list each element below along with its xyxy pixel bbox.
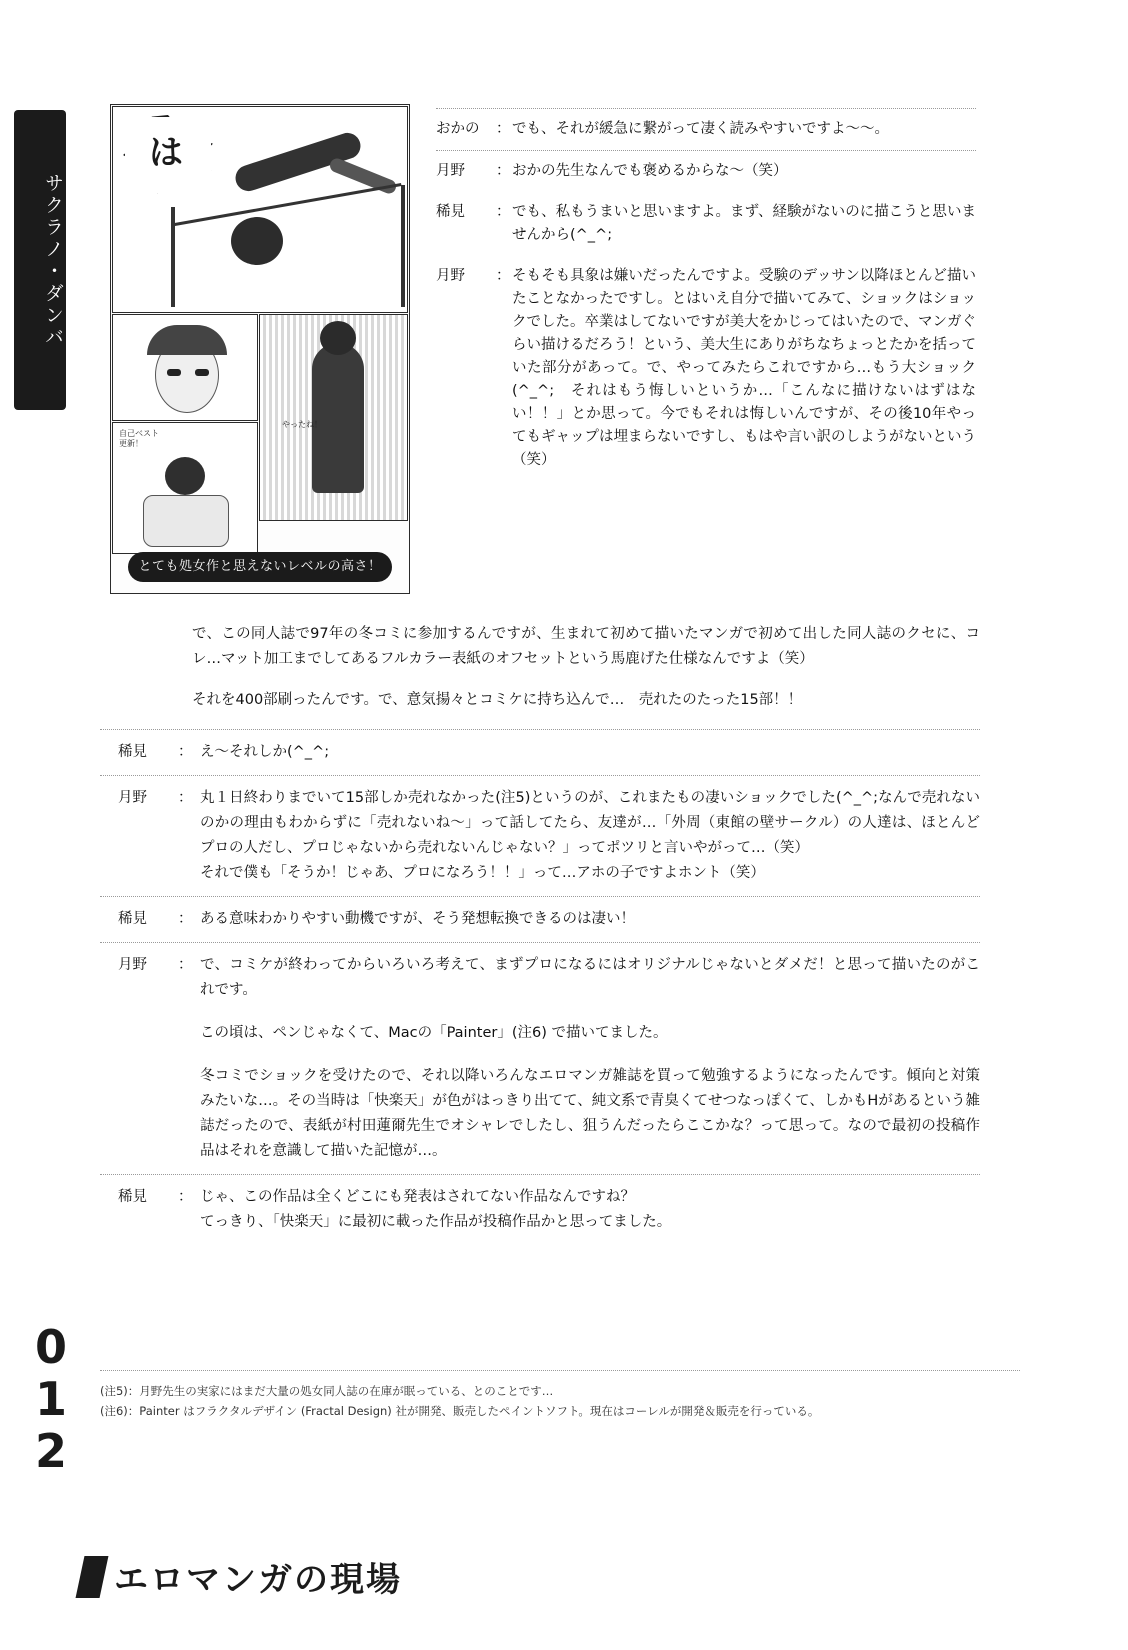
body-column xyxy=(100,622,980,1245)
footnote-item: (注5)：月野先生の実家にはまだ大量の処女同人誌の在庫が眠っている、とのことです… xyxy=(100,1384,554,1398)
standing-figure-head xyxy=(320,321,356,355)
speech-text: おかの先生なんでも褒めるからな〜（笑） xyxy=(512,163,788,179)
dialogue-entry xyxy=(436,192,976,256)
mini-note-0: 自己ベスト更新！ xyxy=(119,429,159,448)
manga-panel-bot-left xyxy=(112,422,258,554)
speaker-colon: ： xyxy=(178,1189,193,1205)
banner-bar-decoration xyxy=(76,1556,109,1598)
speaker-name: 月野 xyxy=(118,790,147,806)
boy-body xyxy=(143,495,229,547)
jumper-head xyxy=(231,217,283,265)
manga-panel-top xyxy=(112,106,408,313)
dialogue-entry xyxy=(436,256,976,481)
speaker-colon: ： xyxy=(178,957,193,973)
girl-hair xyxy=(147,325,227,355)
standing-figure xyxy=(312,343,364,493)
speaker-colon: ： xyxy=(496,121,511,137)
speech-block xyxy=(200,786,980,886)
bottom-banner xyxy=(80,1548,500,1604)
jump-bar xyxy=(174,183,401,226)
speech-text: この頃は、ペンじゃなくて、Macの「Painter」(注6) で描いてました。 xyxy=(200,1025,668,1041)
speech-text: でも、それが緩急に繋がって凄く読みやすいですよ〜〜。 xyxy=(512,121,889,137)
footnotes xyxy=(100,1370,1020,1421)
speaker-colon: ： xyxy=(178,790,193,806)
body-paragraph: それを400部刷ったんです。で、意気揚々とコミケに持ち込んで… 売れたのたった15部！！ xyxy=(192,692,803,708)
speech-text: でも、私もうまいと思いますよ。まず、経験がないのに描こうと思いませんから(^_^; xyxy=(512,204,976,243)
dialogue-entry xyxy=(100,943,980,1174)
footnote-item: (注6)：Painter はフラクタルデザイン (Fractal Design) 社が開発、販売したペイントソフト。現在はコーレルが開発＆販売を行っている。 xyxy=(100,1404,820,1418)
figure-caption: とても処女作と思えないレベルの高さ！ xyxy=(128,552,392,582)
manga-figure xyxy=(110,104,410,594)
jump-pole-right xyxy=(401,185,405,307)
speech-text: じゃ、この作品は全くどこにも発表はされてない作品なんですね？ xyxy=(200,1189,635,1205)
manga-panel-mid-left xyxy=(112,314,258,421)
chapter-side-tab-label: サクラノ・ダンバ xyxy=(42,173,64,349)
dialogue-entry xyxy=(436,151,976,192)
speech-text: それで僕も「そうか！じゃあ、プロになろう！！」って…アホの子ですよホント（笑） xyxy=(200,865,765,881)
speaker-name: 月野 xyxy=(436,163,465,179)
speaker-name: 月野 xyxy=(436,268,465,284)
speaker-name: 稀見 xyxy=(118,744,147,760)
dialogue-entry xyxy=(100,776,980,896)
chapter-side-tab xyxy=(14,110,66,410)
speaker-colon: ： xyxy=(178,744,193,760)
dialogue-entry xyxy=(100,1175,980,1245)
speech-text: 冬コミでショックを受けたので、それ以降いろんなエロマンガ雑誌を買って勉強するようになったんです。傾向と対策みたいな…。その当時は「快楽天」が色がはっきり出てて、純文系で青臭くてせつなっぽくて、しかもHがあるという雑誌だったので、表紙が村田蓮爾先生でオシャレでしたし、狙うんだったらここかな？って思って。なので最初の投稿作品はそれを意識して描いた記憶が…。 xyxy=(200,1068,980,1159)
speaker-name: 稀見 xyxy=(118,1189,147,1205)
speaker-colon: ： xyxy=(496,204,511,220)
speaker-name: 稀見 xyxy=(436,204,465,220)
manga-panel-right xyxy=(259,314,408,521)
speech-text: 丸１日終わりまでいて15部しか売れなかった(注5)というのが、これまたもの凄いショックでした(^_^;なんで売れないのかの理由もわからずに「売れないね〜」って話してたら、友達が…「外周（東館の壁サークル）の人達は、ほとんどプロの人だし、プロじゃないから売れないんじゃない？」ってポツリと言いやがって…（笑） xyxy=(200,790,980,856)
speech-text: ある意味わかりやすい動機ですが、そう発想転換できるのは凄い！ xyxy=(200,911,635,927)
dialogue-entry xyxy=(436,109,976,150)
girl-eye-right xyxy=(195,369,209,376)
dialogue-entry xyxy=(100,897,980,942)
speaker-name: 月野 xyxy=(118,957,147,973)
speaker-colon: ： xyxy=(178,911,193,927)
speech-text: てっきり、「快楽天」に最初に載った作品が投稿作品かと思ってました。 xyxy=(200,1214,672,1230)
boy-head xyxy=(165,457,205,495)
speech-block xyxy=(200,953,980,1164)
speech-text: そもそも具象は嫌いだったんですよ。受験のデッサン以降ほとんど描いたことなかったですし。とはいえ自分で描いてみて、ショックはショックでした。卒業はしてないですが美大をかじってはいたので、マンガぐらい描けるだろう！という、美大生にありがちなちょっとたかを括っていた部分があって。で、やってみたらこれですから…もう大ショック(^_^; それはもう悔しいというか…「こんなに描けないはずはない！！」とか思って。今でもそれは悔しいんですが、その後10年やってもギャップは埋まらないですし、もはや言い訳のしようがないという（笑） xyxy=(512,268,976,468)
girl-eye-left xyxy=(167,369,181,376)
dialogue-column-top xyxy=(436,108,976,481)
mini-note-1: やったね！ xyxy=(282,420,322,429)
banner-title: エロマンガの現場 xyxy=(114,1560,402,1600)
page-number: 012 xyxy=(24,1320,78,1476)
dialogue-entry xyxy=(100,730,980,775)
speech-text: で、コミケが終わってからいろいろ考えて、まずプロになるにはオリジナルじゃないとダメだ！と思って描いたのがこれです。 xyxy=(200,957,980,998)
jump-pole-left xyxy=(171,207,175,307)
speaker-colon: ： xyxy=(496,268,511,284)
speech-block xyxy=(200,1185,980,1235)
speech-burst-text: は xyxy=(149,133,183,173)
speaker-name: おかの xyxy=(436,121,480,137)
speaker-colon: ： xyxy=(496,163,511,179)
body-paragraph: で、この同人誌で97年の冬コミに参加するんですが、生まれて初めて描いたマンガで初めて出した同人誌のクセに、コレ…マット加工までしてあるフルカラー表紙のオフセットという馬鹿げた仕様なんですよ（笑） xyxy=(192,626,980,667)
speaker-name: 稀見 xyxy=(118,911,147,927)
speech-text: え〜それしか(^_^; xyxy=(200,744,330,760)
